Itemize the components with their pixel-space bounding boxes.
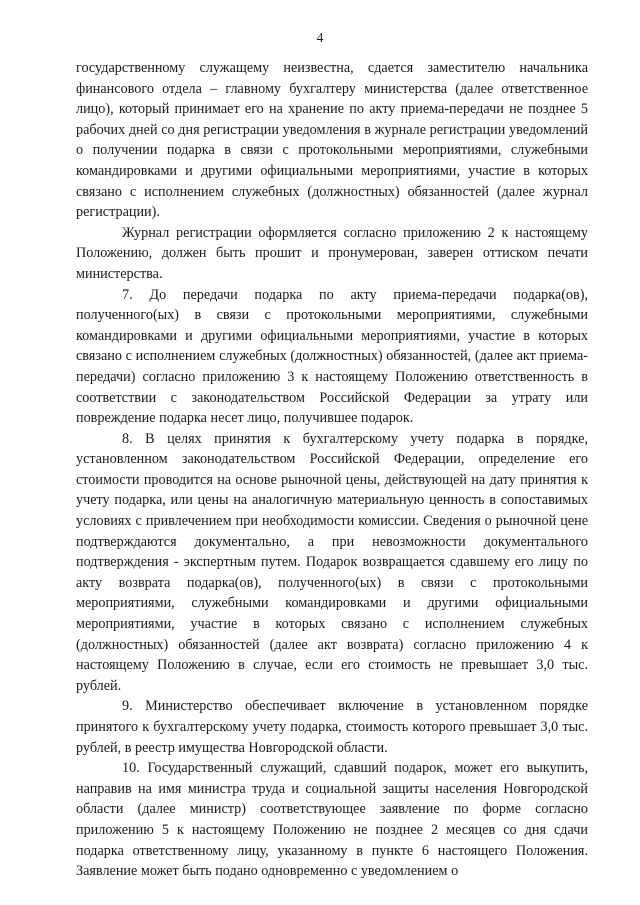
paragraph-continuation: государственному служащему неизвестна, сдается заместителю начальника финансового отдела – главному бухгалтеру министерства (далее ответственное лицо), который принимает его на хранение по акту приема-передачи не позднее 5 рабочих дней со дня регистрации уведомления в журнале регистрации уведомлений о получении подарка в связи с протокольными мероприятиями, служебными командировками и другими официальными мероприятиями, участие в которых связано с исполнением служебных (должностных) обязанностей (далее журнал регистрации). <box>76 60 588 221</box>
paragraph-item-9: 9. Министерство обеспечивает включение в установленном порядке принятого к бухгалтерскому учету подарка, стоимость которого превышает 3,0 тыс. рублей, в реестр имущества Новгородской области. <box>76 698 588 756</box>
paragraph-item-10: 10. Государственный служащий, сдавший подарок, может его выкупить, направив на имя министра труда и социальной защиты населения Новгородской области (далее министр) соответствующее заявление по форме согласно приложению 5 к настоящему Положению не позднее 2 месяцев со дня сдачи подарка ответственному лицу, указанному в пункте 6 настоящего Положения. Заявление может быть подано одновременно с уведомлением о <box>76 760 588 880</box>
page-number: 4 <box>316 30 324 45</box>
paragraph-journal-registration: Журнал регистрации оформляется согласно приложению 2 к настоящему Положению, должен быть прошит и пронумерован, заверен оттиском печати министерства. <box>76 224 588 282</box>
paragraph-item-7: 7. До передачи подарка по акту приема-передачи подарка(ов), полученного(ых) в связи с протокольными мероприятиями, служебными командировками и другими официальными мероприятиями, участие в которых связано с исполнением служебных (должностных) обязанностей, (далее акт приема-передачи) согласно приложению 3 к настоящему Положению ответственность в соответствии с законодательством Российской Федерации за утрату или повреждение подарка несет лицо, получившее подарок. <box>76 286 588 427</box>
paragraph-item-8: 8. В целях принятия к бухгалтерскому учету подарка в порядке, установленном законодательством Российской Федерации, определение его стоимости проводится на основе рыночной цены, действующей на дату принятия к учету подарка, или цены на аналогичную материальную ценность в сопоставимых условиях с привлечением при необходимости комиссии. Сведения о рыночной цене подтверждаются документально, а при невозможности документального подтверждения - экспертным путем. Подарок возвращается сдавшему его лицу по акту возврата подарка(ов), полученного(ых) в связи с протокольными мероприятиями, служебными командировками и другими официальными мероприятиями, участие в которых связано с исполнением служебных (должностных) обязанностей (далее акт возврата) согласно приложению 4 к настоящему Положению в случае, если его стоимость не превышает 3,0 тыс. рублей. <box>76 430 588 694</box>
document-body <box>76 58 588 882</box>
